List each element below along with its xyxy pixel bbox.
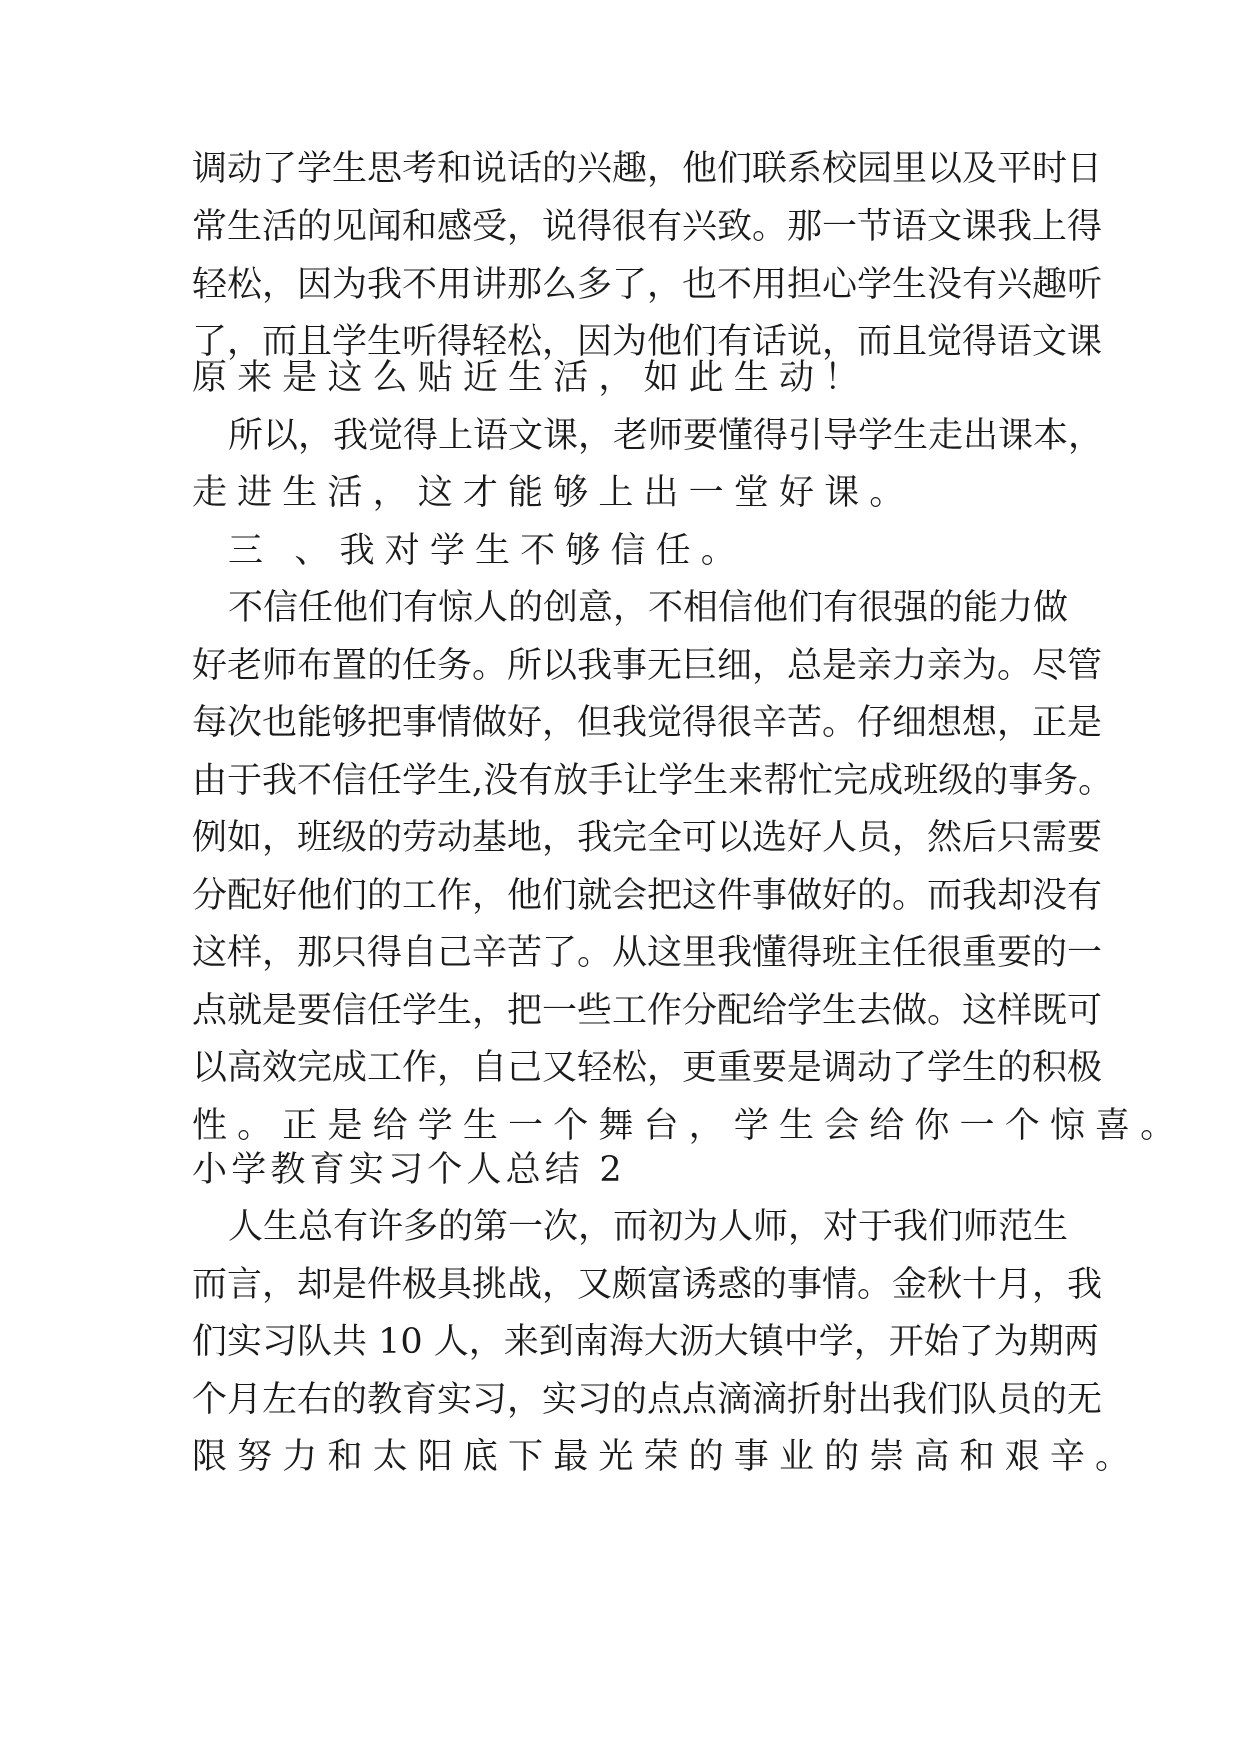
- body-text-line: 每次也能够把事情做好，但我觉得很辛苦。仔细想想，正是: [192, 703, 1103, 743]
- body-text-line: 性。正是给学生一个舞台，学生会给你一个惊喜。: [192, 1106, 1186, 1146]
- body-text-line: 常生活的见闻和感受，说得很有兴致。那一节语文课我上得: [192, 207, 1103, 247]
- paragraph-first-line: 不信任他们有惊人的创意，不相信他们有很强的能力做: [228, 588, 1069, 628]
- body-text-line-text: 原来是这么贴近生活，如此生动！: [192, 358, 870, 398]
- body-text-line: 分配好他们的工作，他们就会把这件事做好的。而我却没有: [192, 876, 1103, 916]
- body-text-line: 们实习队共 10 人，来到南海大沥大镇中学，开始了为期两: [192, 1322, 1099, 1362]
- section-title: 小学教育实习个人总结 2: [192, 1150, 626, 1190]
- body-text-line: 轻松，因为我不用讲那么多了，也不用担心学生没有兴趣听: [192, 265, 1103, 305]
- body-text-line: 个月左右的教育实习，实习的点点滴滴折射出我们队员的无: [192, 1380, 1103, 1420]
- body-text-line: 了，而且学生听得轻松，因为他们有话说，而且觉得语文课: [192, 322, 1103, 362]
- body-text-line: 限努力和太阳底下最光荣的事业的崇高和艰辛。: [192, 1437, 1141, 1477]
- body-text-line: [192, 358, 1054, 398]
- paragraph-first-line: 所以，我觉得上语文课，老师要懂得引导学生走出课本，: [228, 416, 1104, 456]
- body-text-line: 例如，班级的劳动基地，我完全可以选好人员，然后只需要: [192, 818, 1103, 858]
- body-text-line: 这样，那只得自己辛苦了。从这里我懂得班主任很重要的一: [192, 933, 1103, 973]
- body-text-line: 以高效完成工作，自己又轻松，更重要是调动了学生的积极: [192, 1048, 1103, 1088]
- body-text-line: 好老师布置的任务。所以我事无巨细，总是亲力亲为。尽管: [192, 646, 1103, 686]
- body-text-line: 而言，却是件极具挑战，又颇富诱惑的事情。金秋十月，我: [192, 1265, 1103, 1305]
- body-text-line: 调动了学生思考和说话的兴趣，他们联系校园里以及平时日: [192, 149, 1103, 189]
- paragraph-first-line: 人生总有许多的第一次，而初为人师，对于我们师范生: [228, 1207, 1069, 1247]
- body-text-line: 走进生活，这才能够上出一堂好课。: [192, 473, 915, 513]
- section-heading: 三 、我对学生不够信任。: [228, 531, 746, 571]
- body-text-line: 点就是要信任学生，把一些工作分配给学生去做。这样既可: [192, 991, 1103, 1031]
- body-text-line: 由于我不信任学生,没有放手让学生来帮忙完成班级的事务。: [192, 761, 1114, 801]
